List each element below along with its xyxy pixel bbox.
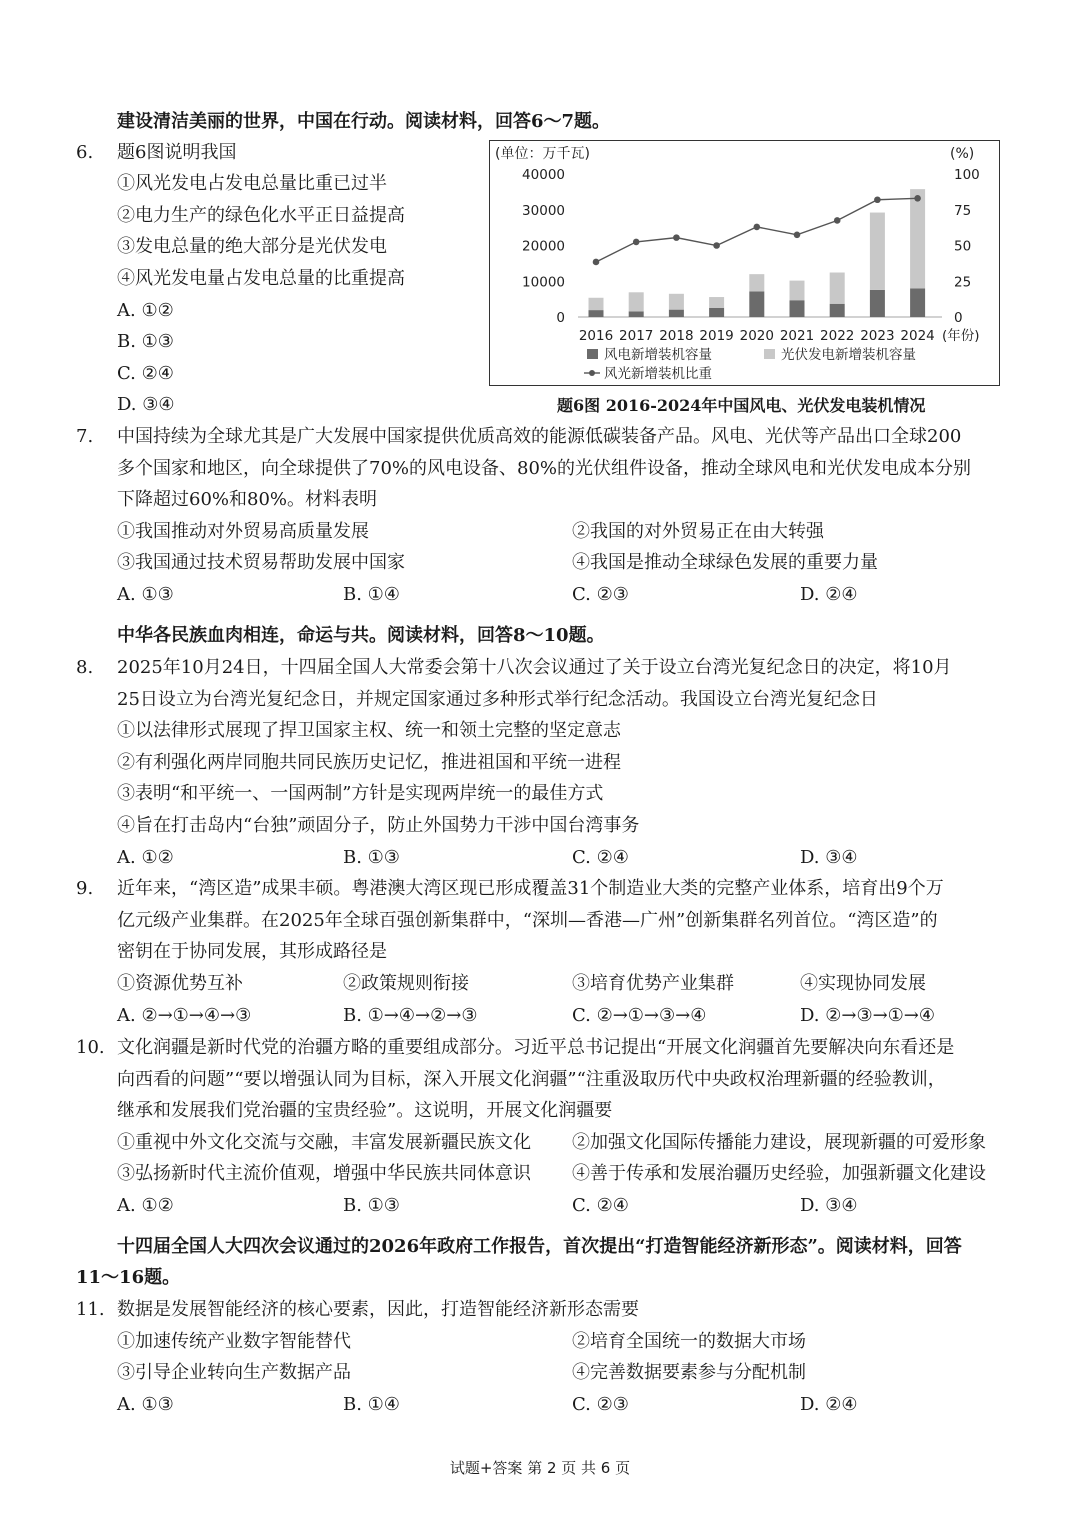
- bar-pv-2021: [790, 281, 805, 301]
- x-tick-label-2016: 2016: [578, 328, 614, 344]
- page-footer: 试题+答案 第 2 页 共 6 页: [449, 1459, 631, 1477]
- question-9-number: 9.: [76, 878, 94, 899]
- ratio-point-2021: [794, 231, 801, 238]
- question-9-item-1: ①资源优势互补: [117, 973, 243, 994]
- x-tick-label-2024: 2024: [900, 328, 935, 344]
- left-tick-label: 10000: [522, 274, 565, 291]
- right-tick-label: 100: [954, 167, 980, 183]
- bar-wind-2017: [629, 311, 644, 317]
- question-11-number: 11.: [76, 1299, 105, 1320]
- figure-6-chart: [489, 140, 1000, 386]
- question-6-option-b[interactable]: B. ①③: [117, 331, 174, 352]
- question-11-option-d[interactable]: D. ②④: [800, 1394, 858, 1415]
- question-6-number: 6.: [76, 142, 94, 163]
- legend-wind-swatch: [587, 349, 598, 359]
- question-6-item-4: ④风光发电量占发电总量的比重提高: [117, 268, 405, 289]
- x-tick-label-2020: 2020: [739, 328, 774, 344]
- bar-pv-2022: [830, 273, 845, 304]
- question-10-option-b[interactable]: B. ①③: [343, 1195, 400, 1216]
- legend-ratio-marker: [589, 370, 595, 376]
- bar-wind-2021: [790, 300, 805, 317]
- question-10-number: 10.: [76, 1037, 105, 1058]
- right-tick-label: 50: [954, 238, 972, 255]
- x-tick-label-2019: 2019: [699, 328, 734, 344]
- question-9-item-4: ④实现协同发展: [800, 973, 926, 994]
- bar-wind-2018: [669, 310, 684, 317]
- bar-pv-2018: [669, 294, 684, 310]
- bar-wind-2024: [910, 288, 925, 317]
- legend-ratio-label: 风光新增装机比重: [604, 366, 712, 382]
- bar-pv-2023: [870, 213, 885, 290]
- question-9-line-3: 密钥在于协同发展，其形成路径是: [117, 941, 387, 962]
- question-6-item-1: ①风光发电占发电总量比重已过半: [117, 173, 387, 194]
- question-6-option-a[interactable]: A. ①②: [117, 300, 174, 321]
- legend-wind-label: 风电新增装机容量: [604, 347, 712, 363]
- question-10-line-3: 继承和发展我们党治疆的宝贵经验”。这说明，开展文化润疆要: [117, 1100, 613, 1121]
- ratio-point-2024: [914, 195, 921, 202]
- ratio-point-2020: [754, 224, 761, 231]
- x-unit-label: (年份): [942, 328, 980, 344]
- question-10-item-2: ②加强文化国际传播能力建设，展现新疆的可爱形象: [572, 1132, 986, 1153]
- right-tick-label: 0: [954, 310, 963, 326]
- bar-pv-2024: [910, 189, 925, 288]
- bar-pv-2016: [589, 298, 604, 310]
- x-tick-label-2018: 2018: [659, 328, 694, 344]
- question-8-option-c[interactable]: C. ②④: [572, 847, 629, 868]
- left-axis-unit-label: (单位：万千瓦): [495, 146, 590, 162]
- figure-6-caption: 题6图 2016-2024年中国风电、光伏发电装机情况: [557, 396, 926, 415]
- question-11-item-2: ②培育全国统一的数据大市场: [572, 1331, 806, 1352]
- question-7-item-3: ③我国通过技术贸易帮助发展中国家: [117, 552, 405, 573]
- x-tick-label-2021: 2021: [779, 328, 815, 344]
- question-7-line-2: 多个国家和地区，向全球提供了70%的风电设备、80%的光伏组件设备，推动全球风电和光伏发电成本分别: [117, 458, 972, 479]
- question-8-item-3: ③表明“和平统一、一国两制”方针是实现两岸统一的最佳方式: [117, 783, 604, 804]
- legend-pv-swatch: [764, 349, 775, 359]
- question-11-option-c[interactable]: C. ②③: [572, 1394, 629, 1415]
- question-8-option-d[interactable]: D. ③④: [800, 847, 858, 868]
- left-tick-label: 20000: [522, 238, 565, 255]
- bar-wind-2020: [749, 291, 764, 317]
- ratio-point-2023: [874, 196, 881, 203]
- question-9-option-b[interactable]: B. ①→④→②→③: [343, 1005, 478, 1026]
- bar-pv-2017: [629, 292, 644, 311]
- ratio-point-2019: [713, 242, 720, 249]
- bar-wind-2016: [589, 310, 604, 317]
- ratio-point-2016: [593, 259, 600, 266]
- question-9-option-c[interactable]: C. ②→①→③→④: [572, 1005, 707, 1026]
- question-11-stem: 数据是发展智能经济的核心要素，因此，打造智能经济新形态需要: [117, 1299, 639, 1320]
- question-9-option-a[interactable]: A. ②→①→④→③: [117, 1005, 252, 1026]
- ratio-point-2018: [673, 234, 680, 241]
- question-8-item-2: ②有利强化两岸同胞共同民族历史记忆，推进祖国和平统一进程: [117, 752, 621, 773]
- question-9-item-3: ③培育优势产业集群: [572, 973, 734, 994]
- question-7-line-3: 下降超过60%和80%。材料表明: [117, 489, 378, 510]
- question-10-item-3: ③弘扬新时代主流价值观，增强中华民族共同体意识: [117, 1163, 531, 1184]
- bar-wind-2023: [870, 290, 885, 317]
- question-7-option-b[interactable]: B. ①④: [343, 584, 400, 605]
- question-9-line-2: 亿元级产业集群。在2025年全球百强创新集群中，“深圳—香港—广州”创新集群名列首位。“湾区造”的: [117, 910, 938, 931]
- section-intro-8-10: 中华各民族血肉相连，命运与共。阅读材料，回答8～10题。: [117, 625, 605, 646]
- question-9-line-1: 近年来，“湾区造”成果丰硕。粤港澳大湾区现已形成覆盖31个制造业大类的完整产业体系，培育出9个万: [117, 878, 944, 899]
- section-intro-11-16-line-1: 十四届全国人大四次会议通过的2026年政府工作报告，首次提出“打造智能经济新形态”。阅读材料，回答: [117, 1236, 962, 1257]
- question-6-option-d[interactable]: D. ③④: [117, 394, 175, 415]
- question-11-item-4: ④完善数据要素参与分配机制: [572, 1362, 806, 1383]
- question-8-line-1: 2025年10月24日，十四届全国人大常委会第十八次会议通过了关于设立台湾光复纪念日的决定，将10月: [117, 657, 952, 678]
- bar-wind-2022: [830, 304, 845, 317]
- bar-pv-2019: [709, 297, 724, 308]
- left-tick-label: 0: [556, 310, 565, 326]
- right-tick-label: 25: [954, 274, 972, 291]
- question-10-option-c[interactable]: C. ②④: [572, 1195, 629, 1216]
- question-7-line-1: 中国持续为全球尤其是广大发展中国家提供优质高效的能源低碳装备产品。风电、光伏等产品出口全球200: [117, 426, 962, 447]
- question-7-option-a[interactable]: A. ①③: [117, 584, 174, 605]
- legend-pv-label: 光伏发电新增装机容量: [781, 347, 916, 363]
- question-6-item-2: ②电力生产的绿色化水平正日益提高: [117, 205, 405, 226]
- question-10-option-a[interactable]: A. ①②: [117, 1195, 174, 1216]
- left-tick-label: 30000: [522, 202, 565, 219]
- question-8-line-2: 25日设立为台湾光复纪念日，并规定国家通过多种形式举行纪念活动。我国设立台湾光复纪念日: [117, 689, 878, 710]
- question-10-line-1: 文化润疆是新时代党的治疆方略的重要组成部分。习近平总书记提出“开展文化润疆首先要解决向东看还是: [117, 1037, 955, 1058]
- question-8-number: 8.: [76, 657, 94, 678]
- question-8-option-a[interactable]: A. ①②: [117, 847, 174, 868]
- section-intro-11-16-line-2: 11～16题。: [76, 1267, 181, 1288]
- ratio-point-2017: [633, 239, 640, 246]
- question-6-option-c[interactable]: C. ②④: [117, 363, 174, 384]
- question-8-item-4: ④旨在打击岛内“台独”顽固分子，防止外国势力干涉中国台湾事务: [117, 815, 640, 836]
- question-11-item-3: ③引导企业转向生产数据产品: [117, 1362, 351, 1383]
- x-tick-label-2017: 2017: [619, 328, 654, 344]
- question-10-line-2: 向西看的问题”“要以增强认同为目标，深入开展文化润疆”“注重汲取历代中央政权治理新疆的经验教训，: [117, 1069, 946, 1090]
- chart-canvas: [490, 141, 1001, 387]
- question-11-option-b[interactable]: B. ①④: [343, 1394, 400, 1415]
- bar-wind-2019: [709, 308, 724, 317]
- question-11-option-a[interactable]: A. ①③: [117, 1394, 174, 1415]
- left-tick-label: 40000: [522, 167, 565, 183]
- question-7-number: 7.: [76, 426, 94, 447]
- question-7-option-d[interactable]: D. ②④: [800, 584, 858, 605]
- question-11-item-1: ①加速传统产业数字智能替代: [117, 1331, 351, 1352]
- question-7-option-c[interactable]: C. ②③: [572, 584, 629, 605]
- question-10-item-4: ④善于传承和发展治疆历史经验，加强新疆文化建设: [572, 1163, 986, 1184]
- question-7-item-2: ②我国的对外贸易正在由大转强: [572, 521, 824, 542]
- question-9-option-d[interactable]: D. ②→③→①→④: [800, 1005, 936, 1026]
- question-10-option-d[interactable]: D. ③④: [800, 1195, 858, 1216]
- x-tick-label-2023: 2023: [860, 328, 895, 344]
- question-8-item-1: ①以法律形式展现了捍卫国家主权、统一和领土完整的坚定意志: [117, 720, 621, 741]
- x-tick-label-2022: 2022: [820, 328, 855, 344]
- question-10-item-1: ①重视中外文化交流与交融，丰富发展新疆民族文化: [117, 1132, 531, 1153]
- question-7-item-4: ④我国是推动全球绿色发展的重要力量: [572, 552, 878, 573]
- question-8-option-b[interactable]: B. ①③: [343, 847, 400, 868]
- bar-pv-2020: [749, 274, 764, 291]
- question-9-item-2: ②政策规则衔接: [343, 973, 469, 994]
- ratio-point-2022: [834, 217, 841, 224]
- question-6-item-3: ③发电总量的绝大部分是光伏发电: [117, 236, 387, 257]
- question-7-item-1: ①我国推动对外贸易高质量发展: [117, 521, 369, 542]
- right-axis-unit-label: (%): [950, 146, 975, 162]
- question-6-stem: 题6图说明我国: [117, 142, 237, 163]
- right-tick-label: 75: [954, 202, 972, 219]
- section-intro-6-7: 建设清洁美丽的世界，中国在行动。阅读材料，回答6～7题。: [117, 111, 611, 132]
